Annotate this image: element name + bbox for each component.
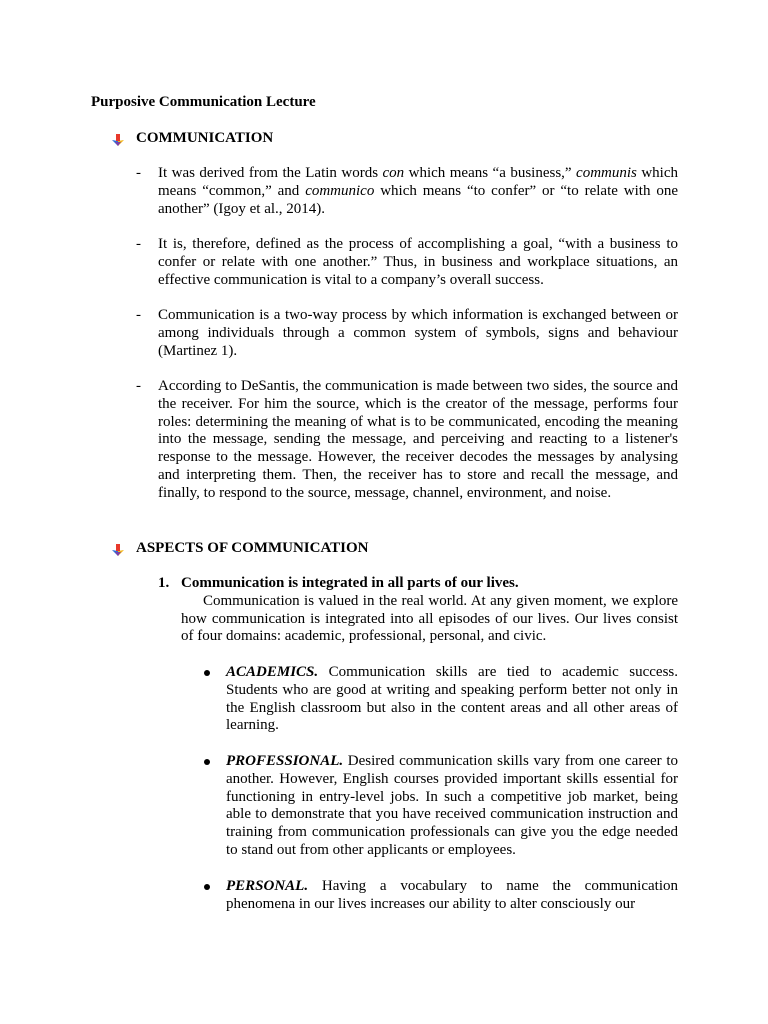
dash-marker: - <box>136 378 141 394</box>
bullet-text: Communication skills are tied to academic success. Students who are good at writing and speaking perform better not only in the English classroom but also in the content areas and all other areas of learning. <box>226 664 678 734</box>
list-item-professional <box>200 753 678 860</box>
dash-marker: - <box>136 307 141 323</box>
document-title: Purposive Communication Lecture <box>91 94 316 110</box>
paragraph-desantis: According to DeSantis, the communication is made between two sides, the source and the receiver. For him the source, which is the creator of the message, performs four roles: determining the meaning of what is to be communicated, encoding the meaning into the message, sending the message, and perceiving and reacting to a listener's response to the message. However, the receiver decodes the messages by analysing and interpreting them. Then, the receiver has to store and recall the message, and finally, to respond to the source, message, channel, environment, and noise. <box>158 378 678 501</box>
list-item <box>136 236 678 289</box>
dash-marker: - <box>136 236 141 252</box>
text-run: It was derived from the Latin words <box>158 165 383 181</box>
text-run: which means “a business,” <box>404 165 577 181</box>
item-number: 1. <box>158 575 170 591</box>
latin-word-communis: communis <box>576 165 637 181</box>
list-item-academics <box>200 664 678 735</box>
arrow-bullet-icon <box>112 134 124 146</box>
bullet-text: Desired communication skills vary from one career to another. However, English courses provided important skills essential for functioning in entry-level jobs. In such a competitive job market, being able to demonstrate that you have received communication instruction and training from communication professionals can give you the edge needed to stand out from other applicants or employees. <box>226 753 678 858</box>
list-item <box>136 307 678 360</box>
bullet-term: PERSONAL. <box>226 878 309 894</box>
bullet-paragraph <box>226 878 678 914</box>
list-item-personal <box>200 878 678 914</box>
bullet-text: Having a vocabulary to name the communication phenomena in our lives increases our ability to alter consciously our <box>226 878 678 912</box>
bullet-paragraph <box>226 753 678 860</box>
bullet-dot-icon <box>204 670 210 676</box>
paragraph-latin-origin <box>158 165 678 218</box>
bullet-dot-icon <box>204 884 210 890</box>
paragraph-definition: It is, therefore, defined as the process of accomplishing a goal, “with a business to confer or relate with one another.” Thus, in business and workplace situations, an effective communication is vital to a company’s overall success. <box>158 236 678 288</box>
numbered-item-heading: Communication is integrated in all parts of our lives. <box>181 575 519 591</box>
list-item <box>136 165 678 218</box>
paragraph-two-way-process: Communication is a two-way process by which information is exchanged between or among individuals through a common system of symbols, signs and behaviour (Martinez 1). <box>158 307 678 359</box>
arrow-bullet-icon <box>112 544 124 556</box>
latin-word-con: con <box>382 165 405 181</box>
dash-marker: - <box>136 165 141 181</box>
bullet-term: ACADEMICS. <box>226 664 319 680</box>
numbered-item <box>158 575 678 646</box>
numbered-item-body: Communication is valued in the real world. At any given moment, we explore how communication is integrated into all episodes of our lives. Our lives consist of four domains: academic, professional, personal, and civic. <box>181 592 678 645</box>
list-item <box>136 378 678 503</box>
bullet-paragraph <box>226 664 678 735</box>
text-run: which means “common,” and <box>158 165 678 199</box>
bullet-term: PROFESSIONAL. <box>226 753 344 769</box>
section-heading-text: ASPECTS OF COMMUNICATION <box>136 540 369 556</box>
section-heading-text: COMMUNICATION <box>136 130 274 146</box>
text-run: which means “to confer” or “to relate with one another” (Igoy et al., 2014). <box>158 182 678 217</box>
latin-word-communico: communico <box>305 182 375 199</box>
bullet-dot-icon <box>204 759 210 765</box>
